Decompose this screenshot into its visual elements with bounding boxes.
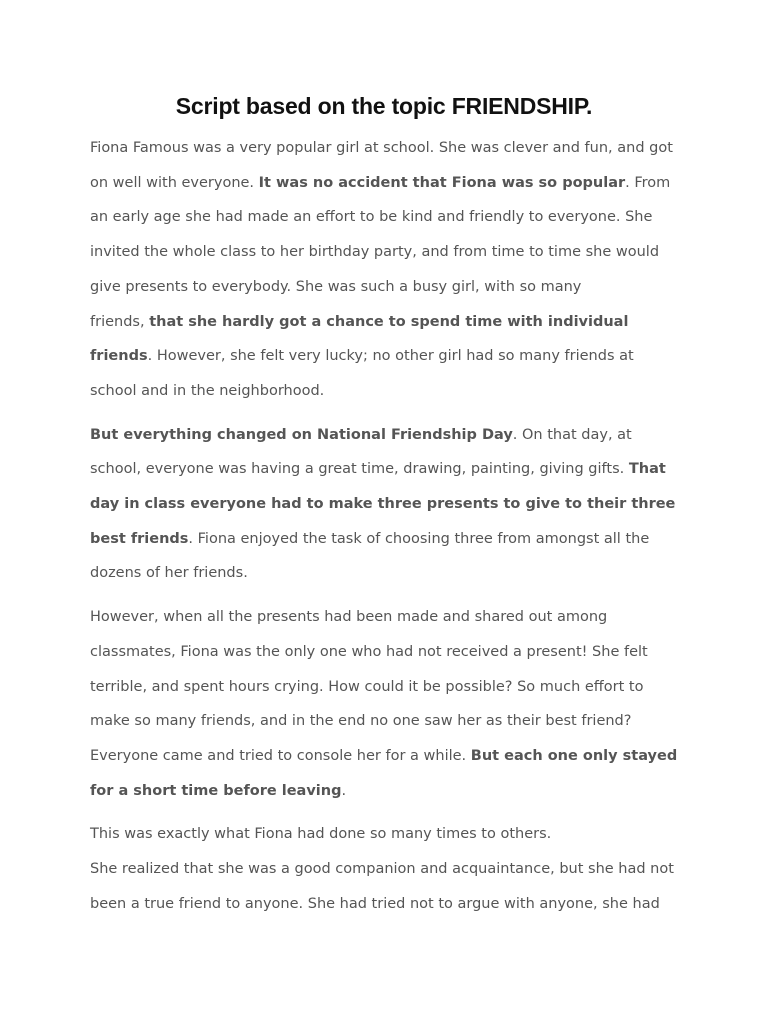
bold-text-run: for a short time before leaving [90, 782, 342, 799]
bold-text-run: But each one only stayed [470, 747, 678, 764]
text-run: been a true friend to anyone. She had tried not to argue with anyone, she had [90, 895, 660, 912]
text-line [90, 817, 682, 852]
text-line [90, 200, 682, 235]
text-line [90, 452, 682, 487]
text-run: This was exactly what Fiona had done so many times to others. [90, 826, 552, 843]
text-run: Fiona Famous was a very popular girl at school. She was clever and fun, and got [90, 140, 673, 156]
text-line [90, 600, 682, 635]
paragraph [90, 418, 682, 592]
bold-text-run: friends [90, 348, 148, 365]
text-run: classmates, Fiona was the only one who had not received a present! She felt [90, 643, 648, 660]
text-line [90, 739, 682, 774]
text-run: an early age she had made an effort to be kind and friendly to everyone. She [90, 209, 653, 226]
text-line [90, 522, 682, 557]
text-line [90, 556, 682, 591]
text-line [90, 418, 682, 453]
text-line [90, 270, 682, 305]
text-run: terrible, and spent hours crying. How could it be possible? So much effort to [90, 678, 644, 695]
text-line [90, 852, 682, 887]
bold-text-run: But everything changed on National Friendship Day [90, 426, 513, 443]
text-run: . On that day, at [512, 426, 632, 443]
paragraph-gap [90, 409, 682, 418]
text-line [90, 887, 682, 922]
paragraph-gap [90, 808, 682, 817]
text-line [90, 339, 682, 374]
text-line [90, 374, 682, 409]
text-line [90, 635, 682, 670]
paragraph [90, 131, 682, 409]
bold-text-run: It was no accident that Fiona was so popular [258, 174, 626, 191]
bold-text-run: That [628, 461, 666, 478]
text-run: Everyone came and tried to console her for a while. [90, 747, 471, 764]
paragraph [90, 817, 682, 921]
text-run: school, everyone was having a great time, drawing, painting, giving gifts. [90, 461, 629, 478]
text-run: on well with everyone. [90, 174, 259, 191]
paragraph-gap [90, 591, 682, 600]
bold-text-run: that she hardly got a chance to spend time with individual [149, 313, 629, 330]
text-line [90, 131, 682, 166]
text-run: . From [625, 174, 671, 191]
text-line [90, 704, 682, 739]
text-line [90, 305, 682, 340]
paragraph [90, 600, 682, 808]
bold-text-run: day in class everyone had to make three presents to give to their three [90, 496, 676, 513]
text-run: dozens of her friends. [90, 565, 248, 582]
text-run: invited the whole class to her birthday party, and from time to time she would [90, 244, 660, 261]
text-run: friends, [90, 313, 150, 330]
text-line [90, 235, 682, 270]
text-line [90, 166, 682, 201]
text-line [90, 774, 682, 809]
text-run: She realized that she was a good companion and acquaintance, but she had not [90, 861, 674, 878]
document-title: Script based on the topic FRIENDSHIP. [175, 93, 593, 119]
text-run: However, when all the presents had been made and shared out among [90, 609, 608, 626]
text-run: give presents to everybody. She was such a busy girl, with so many [90, 278, 582, 295]
document-body [90, 131, 682, 921]
text-run: make so many friends, and in the end no one saw her as their best friend? [90, 713, 632, 730]
text-run: . Fiona enjoyed the task of choosing three from amongst all the [188, 530, 650, 547]
text-line [90, 487, 682, 522]
text-line [90, 670, 682, 705]
text-run: . [341, 782, 347, 799]
text-run: school and in the neighborhood. [90, 382, 325, 399]
text-run: . However, she felt very lucky; no other girl had so many friends at [147, 348, 634, 365]
bold-text-run: best friends [90, 530, 189, 547]
